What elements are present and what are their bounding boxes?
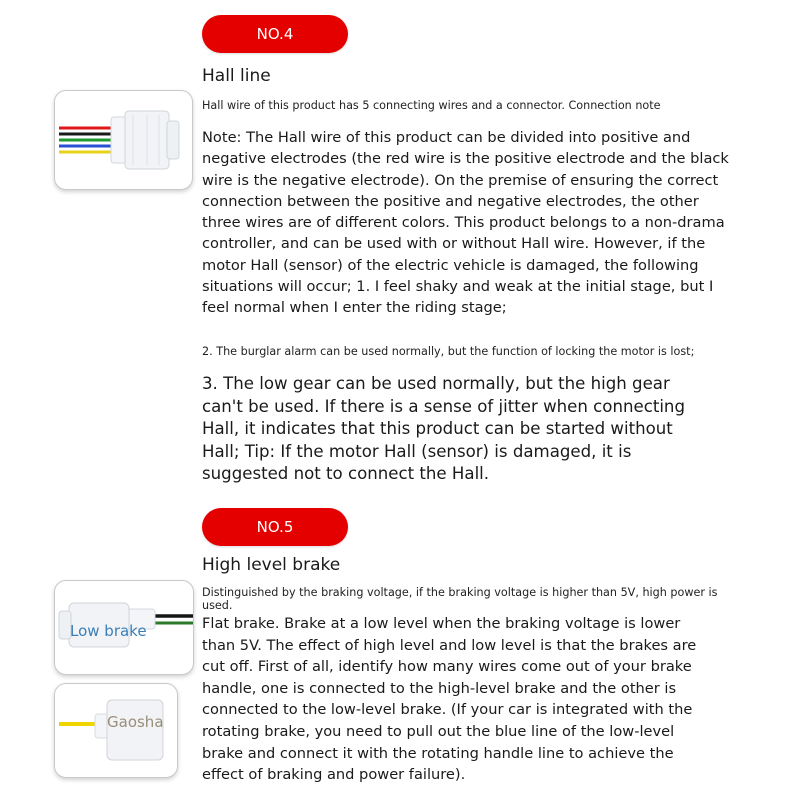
section-4-point-3: 3. The low gear can be used normally, but the high gear can't be used. If there is a sense of jitter when connecting Hall, it indicates that this product can be started without Hall; Tip: If the motor Hall (sensor) is damaged, it is suggested not to connect the Hall.	[202, 374, 685, 484]
section-4-subtitle: Hall wire of this product has 5 connecting wires and a connector. Connection note	[202, 99, 661, 112]
gaosha-label: Gaosha	[107, 713, 164, 731]
low-brake-thumbnail	[54, 580, 194, 675]
gaosha-thumbnail	[54, 683, 178, 778]
section-4-badge	[202, 15, 348, 53]
hall-connector-thumbnail	[54, 90, 193, 190]
section-5-title: High level brake	[202, 555, 341, 575]
section-4-badge-label: NO.4	[256, 25, 294, 43]
section-5-body: Flat brake. Brake at a low level when the braking voltage is lower than 5V. The effect of high level and low level is that the brakes are cut off. First of all, identify how many wires come out of your brake handle, one is connected to the high-level brake and the other is connected to the low-level brake. (If your car is integrated with the rotating brake, you need to pull out the blue line of the low-level brake and connect it with the rotating handle line to achieve the effect of braking and power failure).	[202, 615, 697, 784]
section-5-badge	[202, 508, 348, 546]
section-4-note: Note: The Hall wire of this product can be divided into positive and negative electrodes (the red wire is the positive electrode and the black wire is the negative electrode). On the premise of ensuring the correct connection between the positive and negative electrodes, the other three wires are of different colors. This product belongs to a non-drama controller, and can be used with or without Hall wire. However, if the motor Hall (sensor) of the electric vehicle is damaged, the following situations will occur; 1. I feel shaky and weak at the initial stage, but I feel normal when I enter the riding stage;	[202, 129, 729, 317]
low-brake-label: Low brake	[70, 622, 147, 640]
section-4-title: Hall line	[202, 66, 271, 86]
hall-connector-image	[55, 91, 192, 189]
section-5-badge-label: NO.5	[256, 518, 294, 536]
section-4-point-2: 2. The burglar alarm can be used normally, but the function of locking the motor is lost;	[202, 345, 695, 358]
section-5-subtitle: Distinguished by the braking voltage, if the braking voltage is higher than 5V, high power is used.	[202, 586, 718, 612]
